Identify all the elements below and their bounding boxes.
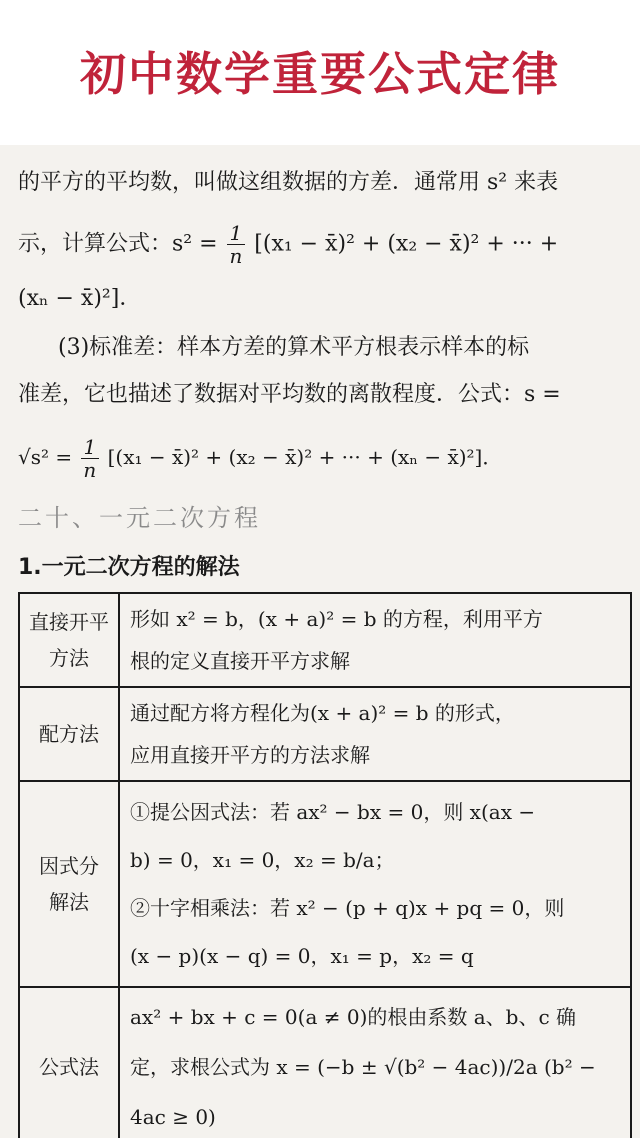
variance-fraction-numerator: 1 — [227, 222, 246, 245]
method-name: 公式法 — [39, 1055, 99, 1079]
method-desc-line: ①提公因式法：若 ax² − bx = 0，则 x(ax − — [130, 800, 536, 824]
method-desc-line: (x − p)(x − q) = 0，x₁ = p，x₂ = q — [130, 944, 474, 968]
stddev-formula-prefix: √s² = — [18, 445, 73, 469]
method-name-cell — [19, 593, 119, 687]
method-desc-line: 定，求根公式为 x = (−b ± √(b² − 4ac))/2a (b² − — [130, 1055, 596, 1079]
table-row — [19, 781, 631, 987]
method-description-cell — [119, 687, 631, 781]
stddev-fraction-denominator: n — [83, 458, 97, 482]
variance-line-3: (xₙ − x̄)²]． — [18, 286, 142, 311]
stddev-line-3 — [18, 436, 502, 481]
variance-fraction-denominator: n — [229, 244, 243, 268]
method-name-cell — [19, 987, 119, 1138]
stddev-fraction-numerator: 1 — [81, 436, 100, 459]
method-desc-line: ax² + bx + c = 0(a ≠ 0)的根由系数 a、b、c 确 — [130, 1005, 577, 1029]
method-name: 配方法 — [39, 722, 99, 746]
method-desc-line: ②十字相乘法：若 x² − (p + q)x + pq = 0，则 — [130, 896, 565, 920]
method-description-cell — [119, 593, 631, 687]
method-name: 直接开平方法 — [29, 610, 109, 670]
section-heading: 二十、一元二次方程 — [18, 504, 261, 532]
solution-methods-table — [18, 592, 632, 1138]
title-banner — [0, 0, 640, 145]
table-row — [19, 987, 631, 1138]
table-row — [19, 687, 631, 781]
method-name: 因式分解法 — [39, 854, 99, 914]
method-desc-line: 应用直接开平方的方法求解 — [130, 743, 370, 767]
method-desc-line: 通过配方将方程化为(x + a)² = b 的形式， — [130, 701, 515, 725]
stddev-fraction — [81, 436, 100, 481]
page-title: 初中数学重要公式定律 — [80, 47, 560, 101]
variance-formula-prefix: 示，计算公式：s² = — [18, 231, 218, 257]
method-description-cell — [119, 781, 631, 987]
variance-fraction — [227, 222, 246, 267]
table-row — [19, 593, 631, 687]
method-desc-line: 根的定义直接开平方求解 — [130, 649, 350, 673]
variance-formula-suffix: [(x₁ − x̄)² + (x₂ − x̄)² + ··· + — [254, 231, 559, 257]
method-desc-line: 4ac ≥ 0) — [130, 1105, 216, 1129]
variance-line-2 — [18, 222, 558, 267]
stddev-line-1: (3)标准差：样本方差的算术平方根表示样本的标 — [58, 335, 530, 360]
method-desc-line: 形如 x² = b，(x + a)² = b 的方程，利用平方 — [130, 607, 543, 631]
method-name-cell — [19, 687, 119, 781]
stddev-line-2: 准差，它也描述了数据对平均数的离散程度．公式：s = — [18, 382, 561, 407]
variance-line-1: 的平方的平均数，叫做这组数据的方差．通常用 s² 来表 — [18, 170, 559, 195]
subsection-heading: 1.一元二次方程的解法 — [18, 555, 240, 580]
method-description-cell — [119, 987, 631, 1138]
stddev-formula-suffix: [(x₁ − x̄)² + (x₂ − x̄)² + ··· + (xₙ − x̄)²]． — [107, 445, 503, 469]
method-desc-line: b) = 0，x₁ = 0，x₂ = b/a； — [130, 848, 395, 872]
method-name-cell — [19, 781, 119, 987]
